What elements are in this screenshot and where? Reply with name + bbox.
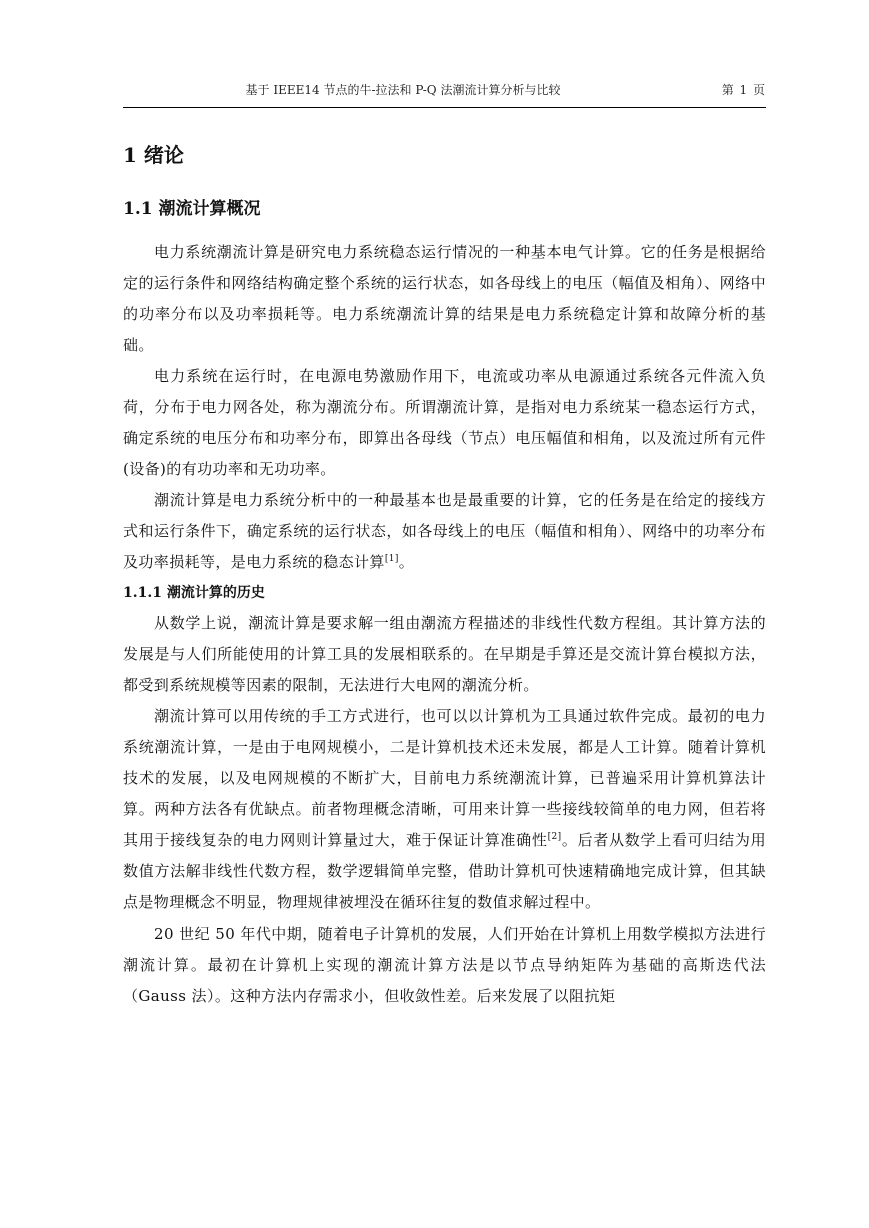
paragraph-5-text: 潮流计算可以用传统的手工方式进行，也可以以计算机为工具通过软件完成。最初的电力系统潮流计算，一是由于电网规模小，二是计算机技术还未发展，都是人工计算。随着计算机技术的发展，以及电网规模的不断扩大，目前电力系统潮流计算，已普遍采用计算机算法计算。两种方法各有优缺点。前者物理概念清晰，可用来计算一些接线较简单的电力网，但若将其用于接线复杂的电力网则计算量过大，难于保证计算准确性 xyxy=(123,707,766,849)
citation-ref: [2] xyxy=(547,832,562,842)
paragraph-4: 从数学上说，潮流计算是要求解一组由潮流方程描述的非线性代数方程组。其计算方法的发展是与人们所能使用的计算工具的发展相联系的。在早期是手算还是交流计算台模拟方法，都受到系统规模等因素的限制，无法进行大电网的潮流分析。 xyxy=(123,614,766,694)
section-title: 1.1 潮流计算概况 xyxy=(123,199,261,219)
paragraph-3-text: 潮流计算是电力系统分析中的一种最基本也是最重要的计算，它的任务是在给定的接线方式和运行条件下，确定系统的运行状态，如各母线上的电压（幅值和相角）、网络中的功率分布及功率损耗等，是电力系统的稳态计算 xyxy=(123,491,766,571)
paragraph-2: 电力系统在运行时，在电源电势激励作用下，电流或功率从电源通过系统各元件流入负荷，分布于电力网各处，称为潮流分布。所谓潮流计算，是指对电力系统某一稳态运行方式，确定系统的电压分布和功率分布，即算出各母线（节点）电压幅值和相角，以及流过所有元件(设备)的有功功率和无功功率。 xyxy=(123,367,766,478)
chapter-title: 1 绪论 xyxy=(123,143,184,167)
paragraph-3 xyxy=(123,485,766,578)
subsection-title: 1.1.1 潮流计算的历史 xyxy=(123,585,265,601)
paragraph-3-tail: 。 xyxy=(398,553,415,571)
paragraph-5-tail: 。后者从数学上看可归结为用数值方法解非线性代数方程，数学逻辑简单完整，借助计算机可快速精确地完成计算，但其缺点是物理概念不明显，物理规律被埋没在循环往复的数值求解过程中。 xyxy=(123,831,766,911)
header-title: 基于 IEEE14 节点的牛-拉法和 P-Q 法潮流计算分析与比较 xyxy=(245,83,561,97)
header-divider xyxy=(123,107,766,108)
running-header xyxy=(123,80,766,104)
paragraph-1: 电力系统潮流计算是研究电力系统稳态运行情况的一种基本电气计算。它的任务是根据给定的运行条件和网络结构确定整个系统的运行状态，如各母线上的电压（幅值及相角）、网络中的功率分布以及功率损耗等。电力系统潮流计算的结果是电力系统稳定计算和故障分析的基础。 xyxy=(123,243,766,354)
citation-ref: [1] xyxy=(384,554,399,564)
body-content xyxy=(123,138,766,1012)
paragraph-5 xyxy=(123,701,766,918)
page-number: 第 1 页 xyxy=(721,83,766,97)
paragraph-6: 20 世纪 50 年代中期，随着电子计算机的发展，人们开始在计算机上用数学模拟方法进行潮流计算。最初在计算机上实现的潮流计算方法是以节点导纳矩阵为基础的高斯迭代法（Gauss 法）。这种方法内存需求小，但收敛性差。后来发展了以阻抗矩 xyxy=(123,925,766,1005)
